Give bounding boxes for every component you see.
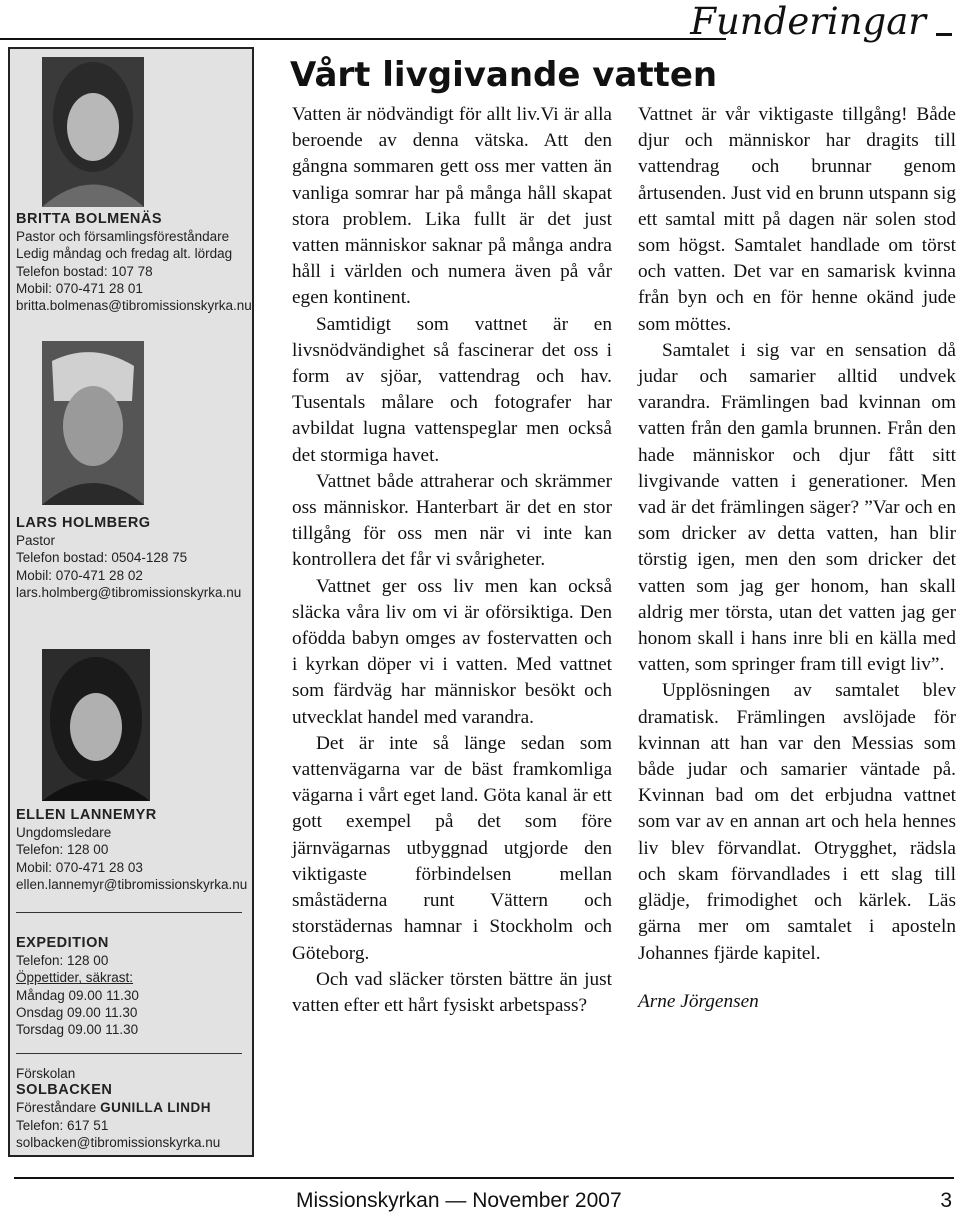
contact-name: LARS HOLMBERG: [16, 515, 151, 531]
photo-lars-holmberg: [42, 341, 144, 505]
photo-britta-bolmenas: [42, 57, 144, 207]
contact-sidebar: [8, 47, 254, 1157]
article-column-1: [292, 102, 612, 1019]
article-column-2: [638, 102, 956, 1015]
photo-ellen-lannemyr: [42, 649, 150, 801]
sidebar-divider: [16, 1053, 242, 1054]
preschool-phone: Telefon: 617 51: [16, 1117, 109, 1133]
preschool-name: SOLBACKEN: [16, 1082, 113, 1099]
paragraph: Vattnet ger oss liv men kan också släcka våra liv om vi är oförsiktiga. Den ofödda babyn omges av fostervatten och i kyrkan döper vi i vatten. Med vattnet som färdväg har människor besökt och utvecklat handel med varandra.: [292, 575, 612, 728]
preschool-email[interactable]: solbacken@tibromissionskyrka.nu: [16, 1134, 221, 1150]
contact-line: Telefon bostad: 0504-128 75: [16, 550, 188, 566]
paragraph: Vatten är nödvändigt för allt liv.Vi är alla beroende av denna vätska. Att den gångna sommaren gett oss mer vatten än vanliga somrar har på många håll skapat stora problem. Lika fullt är det just vatten människor saknar på många andra håll i världen och numera även på vår egen kontinent.: [292, 104, 612, 309]
expedition-block: [16, 935, 248, 1038]
expedition-hours: Måndag 09.00 11.30: [16, 987, 139, 1003]
preschool-manager-name: GUNILLA LINDH: [100, 1100, 212, 1116]
footer-rule: [14, 1177, 954, 1179]
header-rule: [0, 38, 726, 40]
contact-line: Telefon: 128 00: [16, 842, 109, 858]
contact-britta: [16, 211, 252, 314]
expedition-phone: Telefon: 128 00: [16, 953, 109, 969]
expedition-hours: Torsdag 09.00 11.30: [16, 1022, 139, 1038]
contact-line: Mobil: 070-471 28 02: [16, 567, 143, 583]
paragraph: Vattnet både attraherar och skrämmer oss människor. Hanterbart är det en stor tillgång för oss men när vi inte kan kontrollera det får vi svårigheter.: [292, 470, 612, 571]
contact-email[interactable]: britta.bolmenas@tibromissionskyrka.nu: [16, 298, 252, 314]
contact-ellen: [16, 807, 248, 893]
section-title: Funderingar: [690, 0, 926, 43]
contact-line: Mobil: 070-471 28 01: [16, 280, 143, 296]
page-number: 3: [940, 1189, 952, 1212]
contact-lars: [16, 515, 248, 601]
sidebar-divider: [16, 912, 242, 913]
expedition-title: EXPEDITION: [16, 935, 109, 951]
paragraph: Samtidigt som vattnet är en livsnödvändighet så fascinerar det oss i form av sjöar, vattendrag och hav. Tusentals målare och fotografer har avbildat lugna vattenspeglar men också det stormiga havet.: [292, 313, 612, 466]
section-dash: [936, 33, 952, 36]
paragraph: Vattnet är vår viktigaste tillgång! Både djur och människor har dragits till vattendrag och brunnar genom årtusenden. Just vid en brunn utspann sig ett samtal mitt på dagen när solen stod som högst. Samtalet handlade om törst och vatten. Det var en samarisk kvinna från byn och en för henne okänd jude som möttes.: [638, 104, 956, 335]
paragraph: Upplösningen av samtalet blev dramatisk. Främlingen avslöjade för kvinnan att han var den Messias som både judar och samarier väntade på. Kvinnan bad om det erbjudna vattnet som var av en annan art och hela hennes liv blev förvandlat. Otrygghet, rädsla och skam förvandlades i ett slag till glädje, frimodighet och kärlek. Läs gärna mer om samtalet i aposteln Johannes fjärde kapitel.: [638, 680, 956, 964]
contact-name: BRITTA BOLMENÄS: [16, 211, 163, 227]
paragraph: Det är inte så länge sedan som vattenvägarna var de bäst framkomliga vägarna i vårt eget land. Göta kanal är ett gott exempel på det som före järnvägarnas utbyggnad utgjorde den viktigaste förbindelsen mellan småstäderna runt Vättern och storstädernas hamnar i Stockholm och Göteborg.: [292, 732, 612, 964]
expedition-hours: Onsdag 09.00 11.30: [16, 1004, 138, 1020]
author-signature: Arne Jörgensen: [638, 990, 759, 1012]
contact-name: ELLEN LANNEMYR: [16, 807, 157, 823]
preschool-block: [16, 1065, 248, 1151]
contact-email[interactable]: ellen.lannemyr@tibromissionskyrka.nu: [16, 876, 248, 892]
preschool-manager-label: Föreståndare: [16, 1100, 97, 1116]
publication-name: Missionskyrkan — November 2007: [296, 1189, 622, 1212]
footer: [0, 1188, 960, 1214]
preschool-manager: [16, 1099, 248, 1116]
expedition-hours-label: Öppettider, säkrast:: [16, 970, 134, 986]
contact-line: Ledig måndag och fredag alt. lördag: [16, 246, 233, 262]
contact-line: Pastor och församlingsföreståndare: [16, 229, 230, 245]
article-title: Vårt livgivande vatten: [290, 55, 718, 95]
preschool-label: Förskolan: [16, 1066, 76, 1081]
contact-line: Mobil: 070-471 28 03: [16, 859, 143, 875]
contact-line: Pastor: [16, 533, 56, 549]
paragraph: Samtalet i sig var en sensation då judar och samarier alltid undvek varandra. Främlingen bad kvinnan om vatten från den gamla brunnen. Från den hade människor och djur fått sitt livgivande vatten i generationer. Men vad är det främlingen säger? ”Var och en som dricker av detta vatten, han blir törstig igen, men den som dricker det vatten som jag ger honom, han skall aldrig mer törsta, utan det vatten jag ger honom skall i hans inre bli en källa med vatten, som springer fram till evigt liv”.: [638, 339, 956, 676]
contact-line: Telefon bostad: 107 78: [16, 263, 153, 279]
paragraph: Och vad släcker törsten bättre än just vatten efter ett hårt fysiskt arbetspass?: [292, 968, 612, 1016]
contact-line: Ungdomsledare: [16, 825, 112, 841]
contact-email[interactable]: lars.holmberg@tibromissionskyrka.nu: [16, 584, 242, 600]
